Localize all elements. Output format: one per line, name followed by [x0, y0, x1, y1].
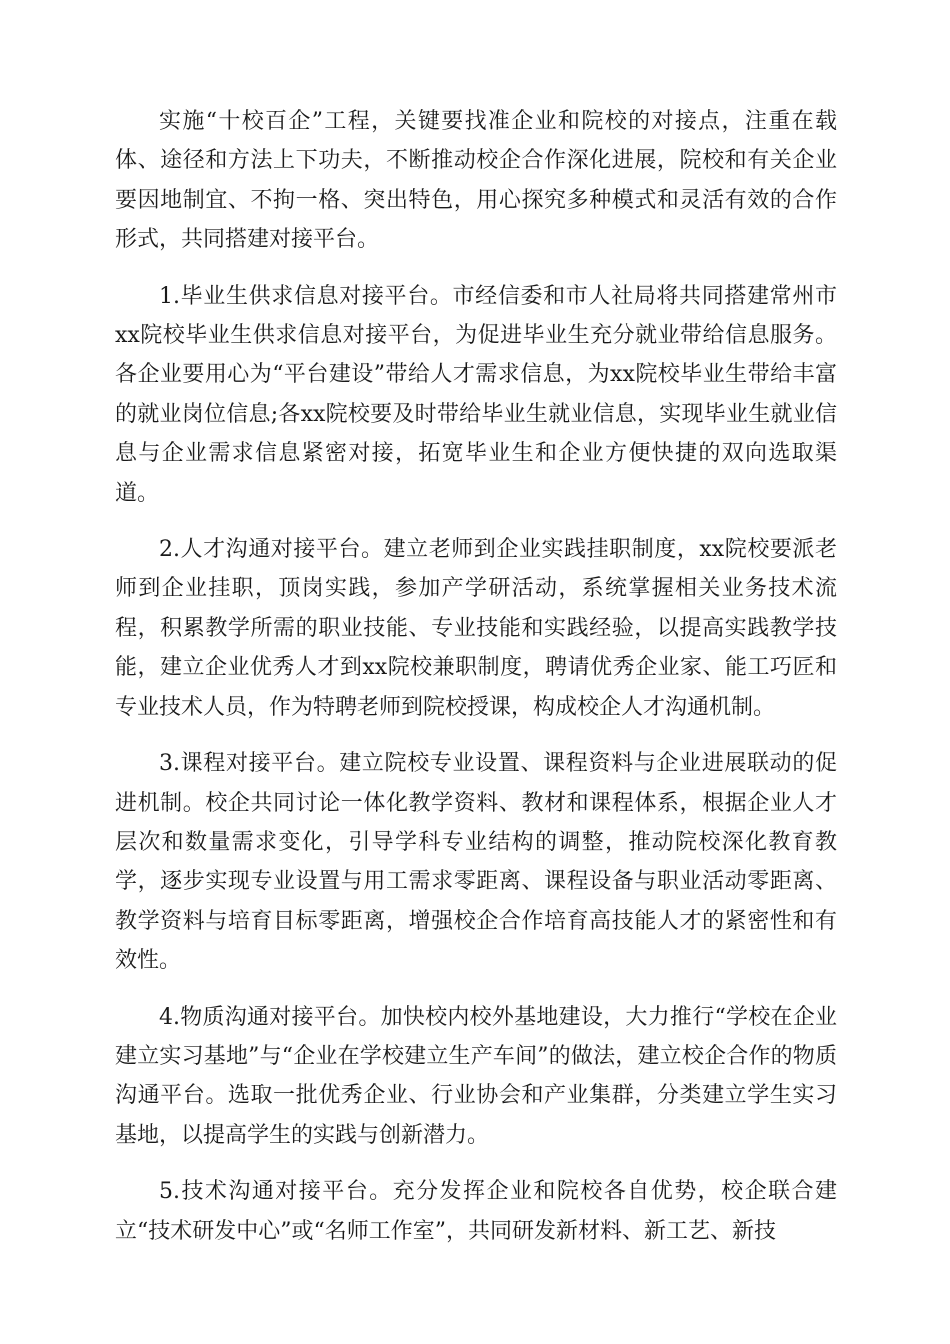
technology-exchange-platform-paragraph: 5.技术沟通对接平台。充分发挥企业和院校各自优势，校企联合建立“技术研发中心”或“名师工作室”，共同研发新材料、新工艺、新技: [115, 1179, 837, 1244]
document-page: [115, 102, 837, 1268]
material-exchange-platform-paragraph: 4.物质沟通对接平台。加快校内校外基地建设，大力推行“学校在企业建立实习基地”与“企业在学校建立生产车间”的做法，建立校企合作的物质沟通平台。选取一批优秀企业、行业协会和产业集群，分类建立学生实习基地，以提高学生的实践与创新潜力。: [115, 1004, 837, 1148]
talent-exchange-platform-paragraph: 2.人才沟通对接平台。建立老师到企业实践挂职制度，xx院校要派老师到企业挂职，顶岗实践，参加产学研活动，系统掌握相关业务技术流程，积累教学所需的职业技能、专业技能和实践经验，以提高实践教学技能，建立企业优秀人才到xx院校兼职制度，聘请优秀企业家、能工巧匠和专业技术人员，作为特聘老师到院校授课，构成校企人才沟通机制。: [115, 537, 837, 720]
graduate-info-platform-paragraph: 1.毕业生供求信息对接平台。市经信委和市人社局将共同搭建常州市xx院校毕业生供求信息对接平台，为促进毕业生充分就业带给信息服务。各企业要用心为“平台建设”带给人才需求信息，为xx院校毕业生带给丰富的就业岗位信息;各xx院校要及时带给毕业生就业信息，实现毕业生就业信息与企业需求信息紧密对接，拓宽毕业生和企业方便快捷的双向选取渠道。: [115, 283, 837, 506]
intro-paragraph: 实施“十校百企”工程，关键要找准企业和院校的对接点，注重在载体、途径和方法上下功夫，不断推动校企合作深化进展，院校和有关企业要因地制宜、不拘一格、突出特色，用心探究多种模式和灵活有效的合作形式，共同搭建对接平台。: [115, 109, 837, 253]
curriculum-platform-paragraph: 3.课程对接平台。建立院校专业设置、课程资料与企业进展联动的促进机制。校企共同讨论一体化教学资料、教材和课程体系，根据企业人才层次和数量需求变化，引导学科专业结构的调整，推动院校深化教育教学，逐步实现专业设置与用工需求零距离、课程设备与职业活动零距离、教学资料与培育目标零距离，增强校企合作培育高技能人才的紧密性和有效性。: [115, 751, 837, 974]
